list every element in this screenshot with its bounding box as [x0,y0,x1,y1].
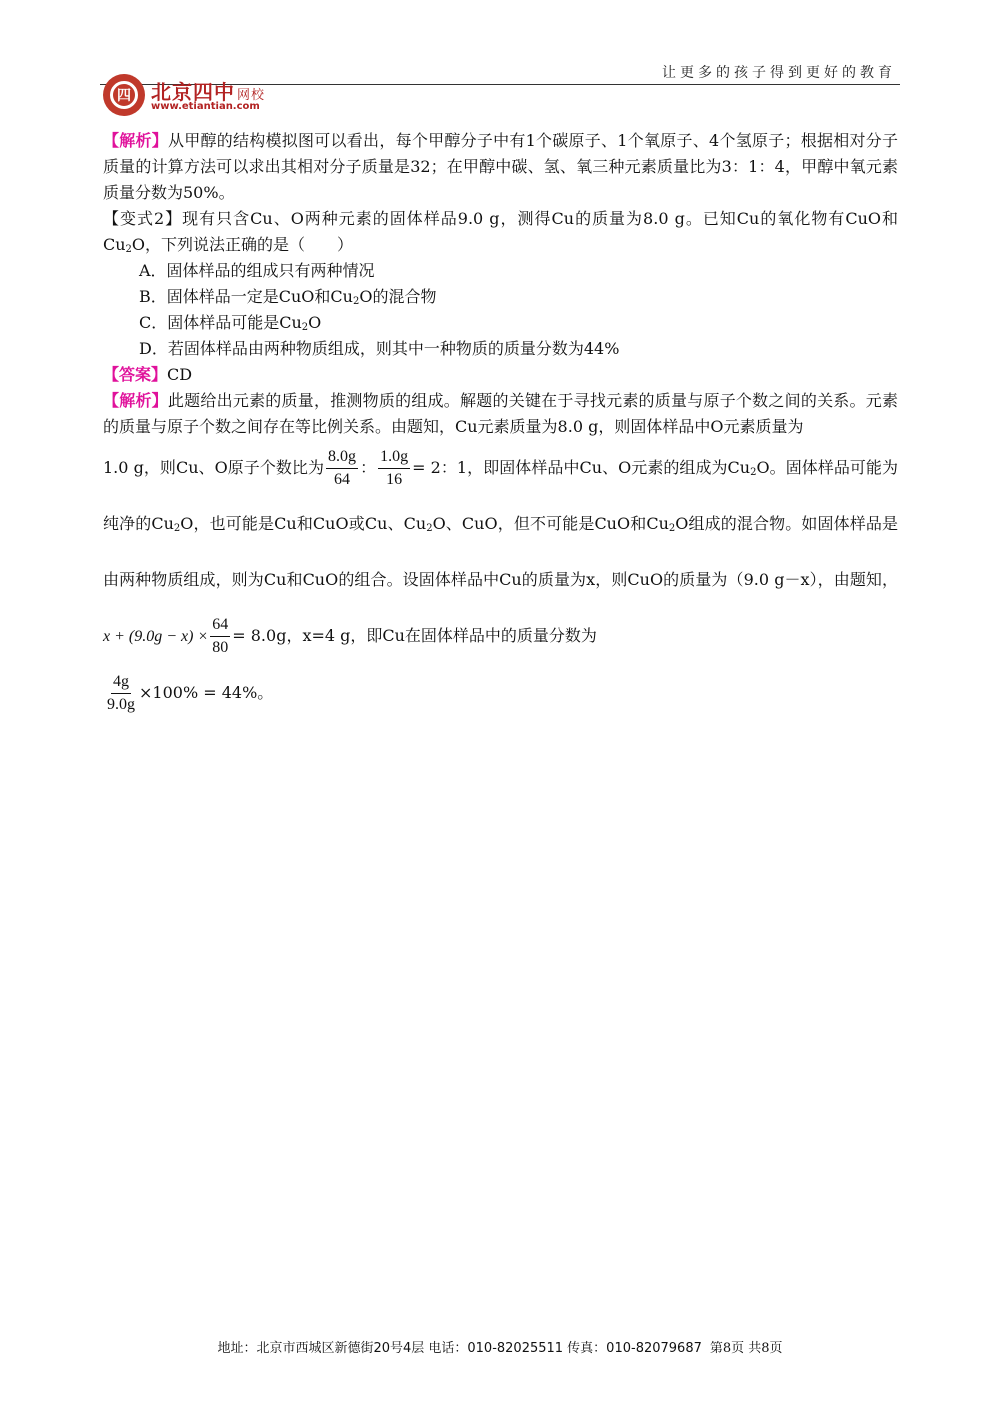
q2-analysis-3: ，x=4 g，即Cu在固体样品中的质量分数为 [286,626,597,645]
logo-url: www.etiantian.com [151,101,260,112]
fraction-denominator: 80 [212,639,229,656]
option-c-2: O [308,313,322,332]
fraction-numerator: 1.0g [378,446,410,469]
logo-name-main: 北京四中 [151,80,235,104]
q2-analysis-2e: O、CuO，但不可能是CuO和Cu [432,514,669,533]
q2-stem-a: 现有只含Cu、O两种元素的固体样品9.0 g，测得Cu的质量为8.0 g。已知Cu的氧化物有CuO和Cu [103,209,898,254]
subscript: 2 [750,467,757,478]
ratio-fraction-cu [326,446,358,491]
final-fraction [105,671,137,716]
option-b-2: O的混合物 [359,287,437,306]
q2-stem-sub: 2 [125,244,132,255]
header-slogan: 让更多的孩子得到更好的教育 [662,65,896,81]
option-c [103,310,898,336]
option-a: A．固体样品的组成只有两种情况 [139,261,375,280]
equation-right: = 8.0g [232,626,287,645]
subscript: 2 [173,523,181,534]
q2-label: 【变式2】 [103,209,183,228]
fraction-numerator: 64 [210,614,230,637]
footer-page-number: 第8页 共8页 [709,1341,783,1356]
q2-stem-b: O，下列说法正确的是（ ） [131,235,354,254]
logo-mark: 四 [110,81,138,109]
answer-value: CD [167,365,193,384]
page-content [103,128,898,721]
ratio-fraction-o [378,446,410,491]
answer-tag: 【答案】 [103,365,168,384]
option-b-sub: 2 [352,296,360,307]
equation-fraction [210,614,230,659]
option-c-1: C．固体样品可能是Cu [139,313,302,332]
option-b-1: B．固体样品一定是CuO和Cu [139,287,353,306]
q1-analysis-text: 从甲醇的结构模拟图可以看出，每个甲醇分子中有1个碳原子、1个氧原子、4个氢原子；根据相对分子质量的计算方法可以求出其相对分子质量是32；在甲醇中碳、氢、氧三种元素质量比为3：1：4，甲醇中氧元素质量分数为50%。 [103,131,898,202]
school-logo [103,74,303,120]
analysis-tag: 【解析】 [103,131,169,150]
subscript: 2 [426,523,433,534]
logo-emblem-icon [103,74,145,116]
q2-analysis-2c: O。固体样品可能为纯净的Cu [103,458,898,533]
fraction-numerator: 4g [111,671,131,694]
fraction-numerator: 8.0g [326,446,358,469]
logo-name-sub: 网校 [237,88,266,103]
ratio-result: = 2：1 [412,458,468,477]
q2-analysis-2b: ，即固体样品中Cu、O元素的组成为Cu [467,458,751,477]
fraction-denominator: 64 [334,471,351,488]
final-tail: ×100% = 44%。 [139,683,274,702]
footer-address: 地址：北京市西城区新德街20号4层 电话：010-82025511 传真：010-82079687 [217,1341,702,1356]
ratio-colon: ： [360,458,377,477]
q2-answer [103,362,898,388]
q1-analysis [103,128,898,206]
equation-left: x + (9.0g − x) × [103,628,209,645]
subscript: 2 [668,523,676,534]
option-b [103,284,898,310]
fraction-denominator: 9.0g [107,696,135,713]
page-footer [0,1337,1000,1356]
q2-stem [103,206,898,258]
q2-analysis-2f: O组成的混合物。如固体样品是由两种物质组成，则为Cu和CuO的组合。设固体样品中Cu的质量为x，则CuO的质量为（9.0 g－x），由题知， [103,514,898,589]
q2-analysis-2d: O，也可能是Cu和CuO或Cu、Cu [180,514,427,533]
option-d: D．若固体样品由两种物质组成，则其中一种物质的质量分数为44% [139,339,620,358]
q2-analysis-2a: 1.0 g，则Cu、O原子个数比为 [103,458,325,477]
q2-analysis [103,388,898,440]
q2-analysis-math [103,440,898,665]
final-equation [103,665,898,721]
analysis-tag: 【解析】 [103,391,168,410]
option-c-sub: 2 [301,322,309,333]
q2-analysis-1: 此题给出元素的质量，推测物质的组成。解题的关键在于寻找元素的质量与原子个数之间的关系。元素的质量与原子个数之间存在等比例关系。由题知，Cu元素质量为8.0 g，则固体样品中O元素质量为 [103,391,898,436]
fraction-denominator: 16 [386,471,403,488]
